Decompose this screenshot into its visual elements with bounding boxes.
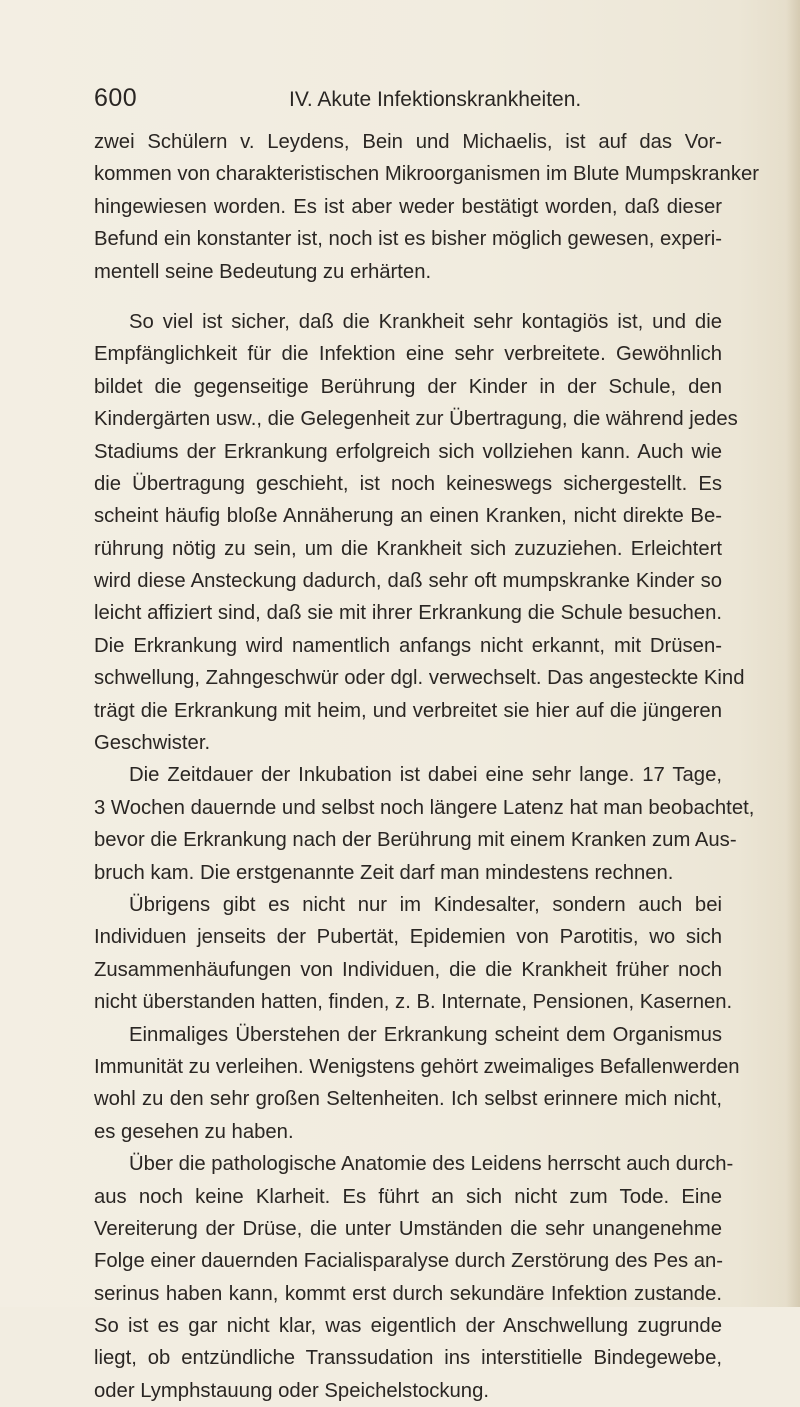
paragraph <box>94 889 733 1019</box>
text-line: kommen von charakteristischen Mikroorganismen im Blute Mumpskranker <box>94 163 760 186</box>
text-line: Befund ein konstanter ist, noch ist es bisher möglich gewesen, experi- <box>94 228 722 251</box>
text-line: oder Lymphstauung oder Speichelstockung. <box>94 1379 489 1402</box>
text-line: liegt, ob entzündliche Transsudation ins interstitielle Bindegewebe, <box>94 1347 722 1370</box>
page-edge-shadow <box>786 0 800 1307</box>
text-line: Über die pathologische Anatomie des Leidens herrscht auch durch- <box>129 1153 734 1176</box>
text-line: So viel ist sicher, daß die Krankheit sehr kontagiös ist, und die <box>129 310 722 333</box>
text-line: Folge einer dauernden Facialisparalyse durch Zerstörung des Pes an- <box>94 1250 724 1273</box>
text-line: So ist es gar nicht klar, was eigentlich der Anschwellung zugrunde <box>94 1315 722 1338</box>
text-line: scheint häufig bloße Annäherung an einen Kranken, nicht direkte Be- <box>94 505 722 528</box>
text-line: es gesehen zu haben. <box>94 1120 294 1143</box>
text-line: Empfänglichkeit für die Infektion eine sehr verbreitete. Gewöhnlich <box>94 343 722 366</box>
text-line: Geschwister. <box>94 732 211 755</box>
page-header <box>94 84 734 116</box>
text-line: mentell seine Bedeutung zu erhärten. <box>94 260 432 283</box>
text-line: leicht affiziert sind, daß sie mit ihrer Erkrankung die Schule besuchen. <box>94 602 722 625</box>
text-line: bruch kam. Die erstgenannte Zeit darf man mindestens rechnen. <box>94 861 674 884</box>
paragraph <box>94 306 745 759</box>
text-line: Stadiums der Erkrankung erfolgreich sich vollziehen kann. Auch wie <box>94 440 722 463</box>
text-line: wohl zu den sehr großen Seltenheiten. Ich selbst erinnere mich nicht, <box>94 1088 722 1111</box>
text-line: rührung nötig zu sein, um die Krankheit sich zuzuziehen. Erleichtert <box>94 537 722 560</box>
paragraph <box>94 1019 740 1149</box>
text-line: Individuen jenseits der Pubertät, Epidemien von Parotitis, wo sich <box>94 926 722 949</box>
text-line: zwei Schülern v. Leydens, Bein und Michaelis, ist auf das Vor- <box>94 131 722 153</box>
paragraph <box>94 759 755 889</box>
text-line: Die Zeitdauer der Inkubation ist dabei eine sehr lange. 17 Tage, <box>129 764 722 787</box>
text-line: 3 Wochen dauernde und selbst noch längere Latenz hat man beobachtet, <box>94 796 755 819</box>
text-line: nicht überstanden hatten, finden, z. B. Internate, Pensionen, Kasernen. <box>94 991 733 1014</box>
page-number: 600 <box>94 84 138 112</box>
paragraph <box>94 126 760 288</box>
text-line: aus noch keine Klarheit. Es führt an sich nicht zum Tode. Eine <box>94 1185 722 1208</box>
text-line: die Übertragung geschieht, ist noch keineswegs sichergestellt. Es <box>94 472 722 495</box>
text-line: Die Erkrankung wird namentlich anfangs nicht erkannt, mit Drüsen- <box>94 634 722 657</box>
text-line: Zusammenhäufungen von Individuen, die die Krankheit früher noch <box>94 958 722 981</box>
text-line: schwellung, Zahngeschwür oder dgl. verwechselt. Das angesteckte Kind <box>94 667 745 690</box>
text-line: trägt die Erkrankung mit heim, und verbreitet sie hier auf die jüngeren <box>94 699 722 722</box>
text-line: Übrigens gibt es nicht nur im Kindesalter, sondern auch bei <box>129 893 722 916</box>
text-line: serinus haben kann, kommt erst durch sekundäre Infektion zustande. <box>94 1282 722 1305</box>
paragraph <box>94 1148 734 1407</box>
running-title: IV. Akute Infektionskrankheiten. <box>289 88 582 111</box>
paragraph-gap <box>94 288 722 306</box>
body-text <box>94 126 760 1407</box>
text-line: wird diese Ansteckung dadurch, daß sehr oft mumpskranke Kinder so <box>94 570 722 593</box>
text-line: Vereiterung der Drüse, die unter Umständen die sehr unangenehme <box>94 1217 722 1240</box>
text-line: hingewiesen worden. Es ist aber weder bestätigt worden, daß dieser <box>94 195 722 218</box>
text-line: bildet die gegenseitige Berührung der Kinder in der Schule, den <box>94 375 722 398</box>
text-line: Kindergärten usw., die Gelegenheit zur Übertragung, die während jedes <box>94 408 738 431</box>
text-line: Immunität zu verleihen. Wenigstens gehört zweimaliges Befallenwerden <box>94 1055 740 1078</box>
text-line: bevor die Erkrankung nach der Berührung mit einem Kranken zum Aus- <box>94 829 737 852</box>
text-line: Einmaliges Überstehen der Erkrankung scheint dem Organismus <box>129 1023 722 1046</box>
